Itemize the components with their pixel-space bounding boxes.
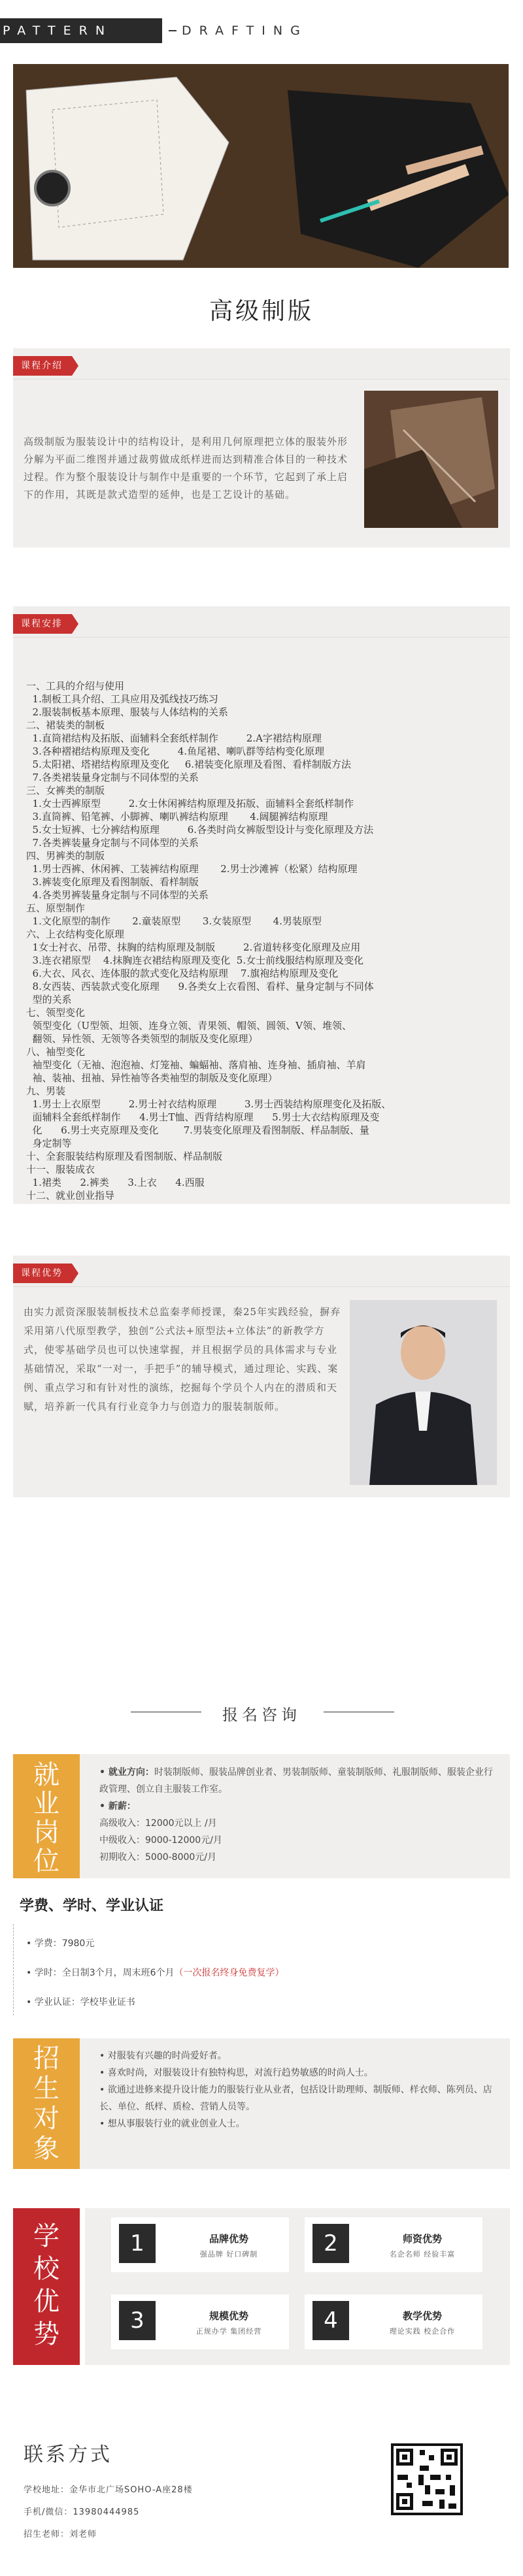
schedule-line: 5.女士短裤、七分裤结构原理 6.各类时尚女裤版型设计与变化原理及方法 bbox=[26, 824, 374, 836]
qr-code-icon[interactable] bbox=[391, 2443, 463, 2515]
cell-sub: 强品牌 好口碑制 bbox=[199, 2250, 258, 2258]
schedule-line: 面辅料全套纸样制作 4.男士T恤、西背结构原理 5.男士大衣结构原理及变 bbox=[26, 1111, 380, 1123]
schedule-line: 3.连衣裙原型 4.抹胸连衣裙结构原理及变化 5.女士前线服结构原理及变化 bbox=[26, 954, 364, 966]
schedule-line: 化 6.男士夹克原理及变化 7.男装变化原理及看图制版、样品制版、量 bbox=[26, 1124, 369, 1136]
schedule-tag: 课程安排 bbox=[13, 614, 72, 634]
schedule-line: 8.女西装、西装款式变化原理 9.各类女上衣看图、看样、量身定制与不同体 bbox=[26, 981, 374, 992]
cert: • 学业认证：学校毕业证书 bbox=[26, 1997, 135, 2008]
cell-title: 品牌优势 bbox=[209, 2233, 248, 2245]
school-cell-3 bbox=[111, 2294, 289, 2349]
teacher-photo bbox=[350, 1300, 497, 1485]
schedule-line: 5.太阳裙、塔裙结构原理及变化 6.裙装变化原理及看图、看样制版方法 bbox=[26, 758, 352, 770]
salary-junior: 初期收入：5000-8000元/月 bbox=[99, 1852, 217, 1863]
schedule-line: 袖、装袖、扭袖、异性袖等各类袖型的制版及变化原理） bbox=[26, 1072, 278, 1084]
cell-sub: 正规办学 集团经营 bbox=[195, 2327, 262, 2336]
audience-box-text: 招生对象 bbox=[33, 2044, 59, 2164]
intro-text: 高级制版为服装设计中的结构设计，是利用几何原理把立体的服装外形分解为平面二维图并通过裁剪做成纸样进而达到精准合体目的一种技术过程。作为整个服装设计与制作中是重要的一个环节，它起到了承上启下的作用，其既是款式造型的延伸，也是工艺设计的基础。 bbox=[24, 436, 348, 500]
hero-illustration bbox=[13, 64, 509, 268]
school-cell-2 bbox=[305, 2217, 482, 2272]
fees-list bbox=[26, 1929, 284, 2017]
teacher-portrait bbox=[350, 1300, 497, 1485]
header-divider bbox=[169, 30, 177, 31]
intro-section bbox=[13, 348, 510, 547]
schedule-line: 身定制等 bbox=[26, 1137, 72, 1149]
intro-tag: 课程介绍 bbox=[13, 356, 72, 376]
schedule-line: 1女士衬衣、吊带、抹胸的结构原理及制版 2.省道转移变化原理及应用 bbox=[26, 941, 361, 953]
jobs-direction-label: • 就业方向： bbox=[99, 1767, 154, 1778]
schedule-line: 四、男裤类的制版 bbox=[26, 850, 105, 862]
schedule-line: 3.裤装变化原理及看图制版、看样制版 bbox=[26, 876, 199, 888]
salary-middle: 中级收入：9000-12000元/月 bbox=[99, 1835, 222, 1846]
contact-phone: 手机/微信：13980444985 bbox=[24, 2507, 140, 2517]
audience-item: • 喜欢时尚，对服装设计有独特构思，对流行趋势敏感的时尚人士。 bbox=[99, 2068, 373, 2078]
audience-box bbox=[13, 2038, 80, 2169]
schedule-line: 4.各类男裤装量身定制与不同体型的关系 bbox=[26, 889, 209, 901]
cell-title: 师资优势 bbox=[402, 2233, 442, 2245]
schedule-line: 1.直筒裙结构及拓版、面辅料全套纸样制作 2.A字裙结构原理 bbox=[26, 732, 322, 744]
schedule-line: 袖型变化（无袖、泡泡袖、灯笼袖、蝙蝠袖、落肩袖、连身袖、插肩袖、羊肩 bbox=[26, 1059, 366, 1071]
jobs-direction: 时装制版师、服装品牌创业者、男装制版师、童装制版师、礼服制版师、服装企业行政管理、创立自主服装工作室。 bbox=[99, 1767, 493, 1795]
schedule-line: 三、女裤类的制版 bbox=[26, 785, 105, 796]
fees-title: 学费、学时、学业认证 bbox=[20, 1898, 164, 1914]
cell-number: 2 bbox=[312, 2224, 349, 2263]
schedule-line: 领型变化（U型领、坦领、连身立领、青果领、帽领、圆领、V领、堆领、 bbox=[26, 1020, 352, 1032]
jobs-content bbox=[99, 1764, 498, 1866]
schedule-line: 2.服装制板基本原理、服装与人体结构的关系 bbox=[26, 706, 228, 718]
cell-number: 4 bbox=[312, 2301, 349, 2340]
schedule-line: 1.男士上衣原型 2.男士衬衣结构原理 3.男士西装结构原理变化及拓版、 bbox=[26, 1098, 392, 1110]
schedule-line: 1.男士西裤、休闲裤、工装裤结构原理 2.男士沙滩裤（松紧）结构原理 bbox=[26, 863, 358, 875]
page-title: 高级制版 bbox=[209, 298, 314, 325]
schedule-line: 1.制板工具介绍、工具应用及弧线技巧练习 bbox=[26, 693, 218, 705]
schedule-line: 一、工具的介绍与使用 bbox=[26, 680, 125, 692]
schedule-line: 六、上衣结构变化原理 bbox=[26, 928, 125, 940]
schedule-line: 1.文化原型的制作 2.童装原型 3.女装原型 4.男装原型 bbox=[26, 915, 322, 927]
schedule-header bbox=[13, 606, 510, 638]
schedule-line: 7.各类裤装量身定制与不同体型的关系 bbox=[26, 837, 199, 849]
qr-pattern bbox=[394, 2446, 460, 2513]
cell-number: 3 bbox=[119, 2301, 156, 2340]
schedule-section bbox=[13, 606, 510, 1204]
schedule-line: 五、原型制作 bbox=[26, 902, 86, 914]
school-panel bbox=[85, 2208, 510, 2365]
jobs-box bbox=[13, 1754, 80, 1878]
jobs-box-text: 就业岗位 bbox=[33, 1760, 59, 1876]
cell-title: 规模优势 bbox=[209, 2310, 248, 2322]
school-cell-1 bbox=[111, 2217, 289, 2272]
advantage-text: 由实力派资深服装制板技术总监秦孝师授课，秦25年实践经验，摒弃采用第八代原型教学，独创“公式法+原型法+立体法”的新教学方式，使零基础学员也可以快速掌握，并且根据学员的具体需求与专业基础情况，采取“一对一，手把手”的辅导模式，通过理论、实践、案例、重点学习和有针对性的演练，挖掘每个学员个人内在的潜质和天赋，培养新一代具有行业竞争力与创造力的服装制版师。 bbox=[24, 1306, 341, 1412]
audience-list bbox=[99, 2047, 498, 2132]
fee: • 学费：7980元 bbox=[26, 1938, 95, 1949]
audience-item: • 想从事服装行业的就业创业人士。 bbox=[99, 2119, 245, 2129]
hero-image bbox=[13, 64, 509, 268]
schedule-list bbox=[13, 638, 510, 1202]
schedule-line: 八、袖型变化 bbox=[26, 1046, 86, 1058]
schedule-line: 6.大衣、风衣、连体服的款式变化及结构原理 7.旗袍结构原理及变化 bbox=[26, 968, 339, 979]
header-pattern: PATTERN bbox=[0, 18, 162, 43]
cell-sub: 理论实践 校企合作 bbox=[389, 2327, 456, 2336]
intro-photo bbox=[364, 391, 498, 528]
duration-note: （一次报名终身免费复学） bbox=[174, 1968, 284, 1978]
school-box-text: 学校优势 bbox=[33, 2221, 59, 2349]
contact-teacher: 招生老师：刘老师 bbox=[24, 2530, 97, 2539]
schedule-line: 7.各类裙装量身定制与不同体型的关系 bbox=[26, 772, 199, 783]
schedule-line: 3.直筒裤、铅笔裤、小脚裤、喇叭裤结构原理 4.阔腿裤结构原理 bbox=[26, 811, 328, 823]
intro-header bbox=[13, 348, 510, 380]
jobs-salary-label: • 新薪： bbox=[99, 1801, 136, 1812]
schedule-line: 1.裙类 2.裤类 3.上衣 4.西服 bbox=[26, 1177, 205, 1188]
audience-item: • 对服装有兴趣的时尚爱好者。 bbox=[99, 2051, 227, 2061]
schedule-line: 翻领、异性领、无领等各类领型的制版及变化原理） bbox=[26, 1033, 258, 1045]
schedule-line: 九、男装 bbox=[26, 1085, 66, 1097]
fabric-photo bbox=[364, 391, 498, 528]
schedule-line: 十二、就业创业指导 bbox=[26, 1190, 115, 1201]
cell-number: 1 bbox=[119, 2224, 156, 2263]
contact-address: 学校地址：金华市北广场SOHO-A座28楼 bbox=[24, 2485, 193, 2495]
schedule-line: 1.女士西裤原型 2.女士休闲裤结构原理及拓版、面辅料全套纸样制作 bbox=[26, 798, 354, 809]
schedule-line: 3.各种褶裙结构原理及变化 4.鱼尾裙、喇叭群等结构变化原理 bbox=[26, 745, 325, 757]
advantage-tag: 课程优势 bbox=[13, 1264, 72, 1283]
schedule-line: 七、领型变化 bbox=[26, 1007, 86, 1019]
cell-title: 教学优势 bbox=[402, 2310, 442, 2322]
schedule-line: 二、裙装类的制板 bbox=[26, 719, 105, 731]
salary-senior: 高级收入：12000元以上 /月 bbox=[99, 1818, 217, 1829]
school-box bbox=[13, 2208, 80, 2365]
cell-sub: 名企名师 经验丰富 bbox=[389, 2250, 456, 2258]
school-cell-4 bbox=[305, 2294, 482, 2349]
duration: • 学时：全日制3个月，周末班6个月 bbox=[26, 1968, 175, 1978]
contact-title: 联系方式 bbox=[24, 2443, 112, 2466]
advantage-header bbox=[13, 1256, 510, 1287]
reg-title: 报名咨询 bbox=[222, 1706, 301, 1724]
schedule-line: 型的关系 bbox=[26, 994, 72, 1005]
schedule-line: 十一、服装成衣 bbox=[26, 1164, 95, 1175]
audience-item: • 欲通过进修来提升设计能力的服装行业从业者，包括设计助理师、制版师、样衣师、陈列员、店长、单位、纸样、质检、营销人员等。 bbox=[99, 2085, 492, 2112]
schedule-line: 十、全套服装结构原理及看图制版、样品制版 bbox=[26, 1150, 223, 1162]
advantage-section bbox=[13, 1256, 510, 1497]
header-drafting: DRAFTING bbox=[182, 24, 308, 38]
